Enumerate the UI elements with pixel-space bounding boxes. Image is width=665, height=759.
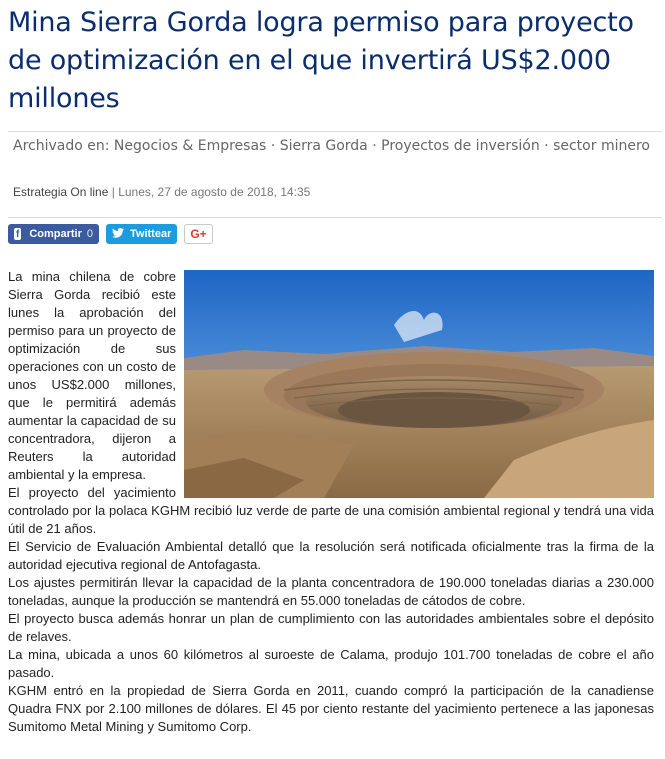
mine-photo — [184, 270, 654, 498]
twitter-bird-icon — [112, 228, 124, 241]
publish-date: Lunes, 27 de agosto de 2018, 14:35 — [118, 185, 311, 199]
tag-link[interactable]: Sierra Gorda — [279, 138, 368, 154]
tag-link[interactable]: Proyectos de inversión — [381, 138, 540, 154]
tag-separator: · — [367, 138, 382, 154]
article-body — [8, 268, 654, 736]
tag-separator: · — [539, 138, 554, 154]
tag-separator: · — [266, 138, 280, 154]
article-meta — [8, 131, 662, 218]
facebook-share-label: Compartir — [29, 228, 82, 240]
article-paragraph: Los ajustes permitirán llevar la capacidad de la planta concentradora de 190.000 toneladas diarias a 230.000 toneladas, aunque la producción se mantendrá en 55.000 toneladas de cátodos de cobre. — [8, 575, 654, 608]
archive-tags — [13, 138, 653, 154]
gplus-share-button[interactable]: G+ — [184, 224, 213, 244]
article-paragraph: El proyecto del yacimiento controlado por la polaca KGHM recibió luz verde de parte de una comisión ambiental regional y tendrá una vida útil de 21 años. — [8, 485, 654, 536]
article-paragraph: El Servicio de Evaluación Ambiental detalló que la resolución será notificada oficialmente tras la firma de la autoridad ejecutiva regional de Antofagasta. — [8, 539, 654, 572]
facebook-share-button[interactable] — [8, 224, 99, 244]
facebook-share-count: 0 — [86, 228, 93, 240]
article-paragraph: KGHM entró en la propiedad de Sierra Gorda en 2011, cuando compró la participación de la canadiense Quadra FNX por 2.100 millones de dólares. El 45 por ciento restante del yacimiento pertenece a las japonesas Sumitomo Metal Mining y Sumitomo Corp. — [8, 683, 654, 734]
archive-label: Archivado en: — [13, 138, 110, 154]
tag-link[interactable]: Negocios & Empresas — [113, 138, 267, 154]
share-bar — [8, 224, 213, 244]
article-paragraph: El proyecto busca además honrar un plan de cumplimiento con las autoridades ambientales sobre el depósito de relaves. — [8, 611, 654, 644]
twitter-share-button[interactable] — [106, 224, 177, 244]
author: Estrategia On line — [13, 185, 109, 199]
byline — [13, 185, 310, 199]
byline-separator: | — [108, 185, 119, 199]
article-headline: Mina Sierra Gorda logra permiso para proyecto de optimización en el que invertirá US$2.000 millones — [8, 7, 634, 114]
facebook-icon: f — [15, 228, 20, 240]
twitter-share-label: Twittear — [130, 228, 172, 240]
article-paragraph: La mina chilena de cobre Sierra Gorda recibió este lunes la aprobación del permiso para un proyecto de optimización de sus operaciones con un costo de unos US$2.000 millones, que le permitirá además aumentar la capacidad de su concentradora, dijeron a Reuters la autoridad ambiental y la empresa. — [8, 269, 176, 482]
tag-link[interactable]: sector minero — [553, 138, 650, 154]
article-paragraph: La mina, ubicada a unos 60 kilómetros al suroeste de Calama, produjo 101.700 toneladas de cobre el año pasado. — [8, 647, 654, 680]
